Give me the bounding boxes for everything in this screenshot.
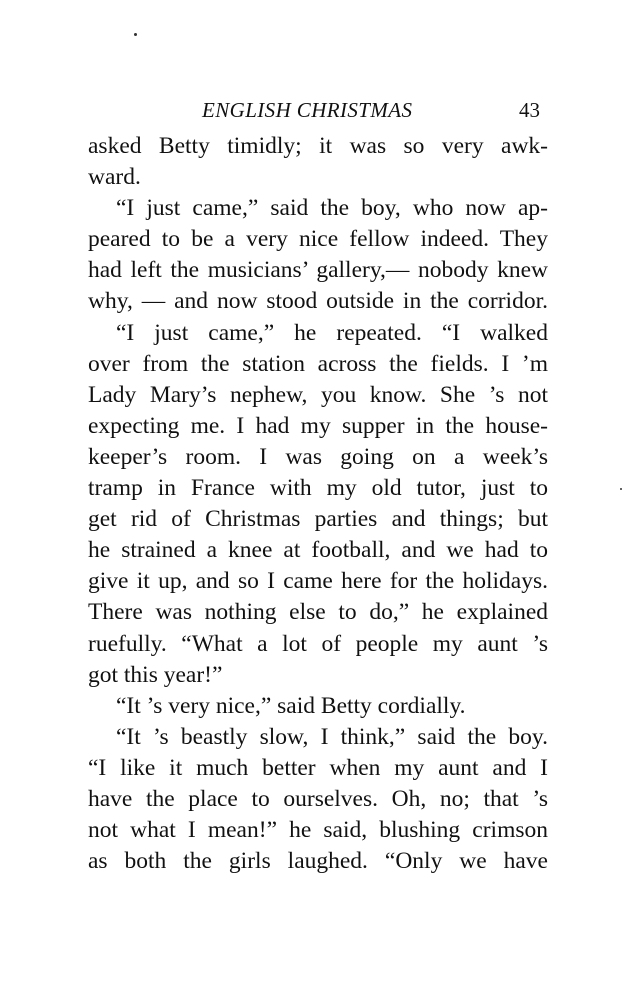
text-line: he strained a knee at football, and we had to [88, 537, 548, 564]
text-line: “I just came,” he repeated. “I walked [116, 319, 548, 346]
page-number: 43 [519, 98, 540, 122]
text-line: “It ’s beastly slow, I think,” said the boy. [116, 723, 548, 750]
text-line: ruefully. “What a lot of people my aunt ’s [88, 630, 548, 657]
paper-speck [134, 33, 137, 36]
text-line: as both the girls laughed. “Only we have [88, 848, 548, 875]
text-line: “I like it much better when my aunt and I [88, 754, 548, 781]
text-line: ward. [88, 164, 141, 191]
text-line: “I just came,” said the boy, who now ap- [116, 195, 548, 222]
text-line: tramp in France with my old tutor, just to [88, 475, 548, 502]
text-line: asked Betty timidly; it was so very awk- [88, 133, 548, 159]
page-header [88, 95, 540, 125]
text-line: give it up, and so I came here for the holidays. [88, 568, 548, 595]
text-line: expecting me. I had my supper in the house- [88, 412, 548, 439]
text-line: There was nothing else to do,” he explained [88, 599, 548, 626]
text-line: why, — and now stood outside in the corridor. [88, 288, 548, 315]
body-text [88, 131, 548, 877]
text-line: get rid of Christmas parties and things; but [88, 506, 548, 533]
text-line: over from the station across the fields. I ’m [88, 350, 548, 377]
text-line: Lady Mary’s nephew, you know. She ’s not [88, 381, 548, 408]
text-line: not what I mean!” he said, blushing crimson [88, 817, 548, 844]
running-title: ENGLISH CHRISTMAS [202, 98, 413, 122]
paper-speck [620, 488, 622, 490]
text-line: got this year!” [88, 661, 223, 688]
text-line: “It ’s very nice,” said Betty cordially. [116, 692, 466, 719]
text-line: have the place to ourselves. Oh, no; that ’s [88, 785, 548, 812]
text-line: keeper’s room. I was going on a week’s [88, 443, 548, 470]
text-line: had left the musicians’ gallery,— nobody knew [88, 257, 548, 284]
text-line: peared to be a very nice fellow indeed. They [88, 226, 548, 253]
